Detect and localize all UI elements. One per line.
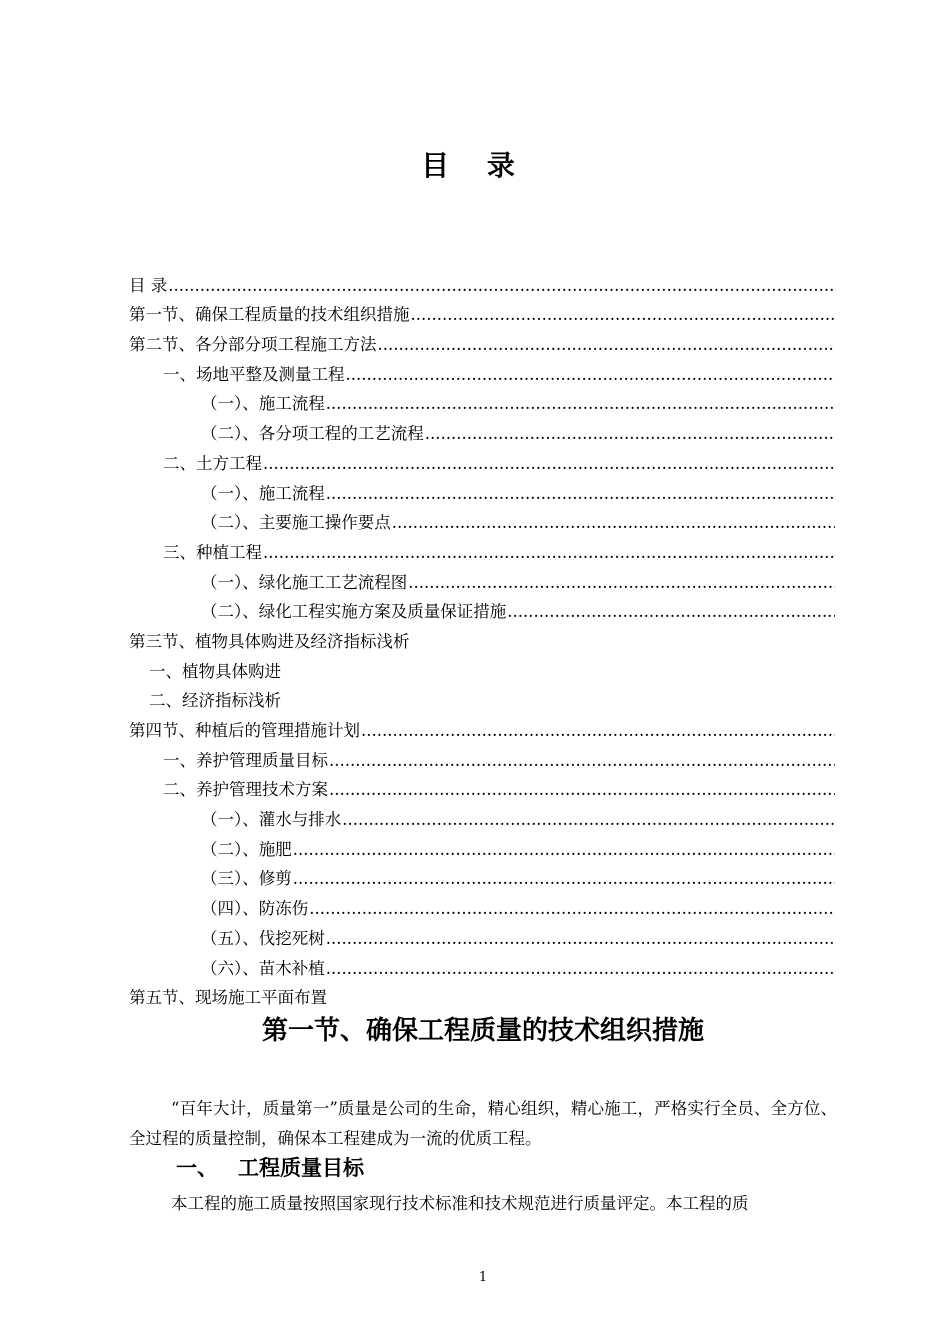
toc-entry-label: （五）、伐挖死树 [201,928,325,948]
toc-entry-label: （一）、灌水与排水 [201,810,342,830]
toc-entry-label: （二）、施肥 [201,839,292,859]
toc-entry-label: 第四节、种植后的管理措施计划 [129,721,360,740]
toc-entry-label: 第二节、各分部分项工程施工方法 [129,335,377,355]
toc-entry[interactable] [129,563,835,593]
toc-entry[interactable] [129,622,835,652]
toc-entry-label: （四）、防冻伤 [201,899,309,919]
toc-entry-label: （一）、施工流程 [201,394,325,414]
toc-entry[interactable] [129,444,835,474]
toc-entry-label: 二、土方工程 [163,453,262,473]
toc-leader-dots [342,810,835,830]
toc-entry[interactable] [129,385,835,415]
toc-leader-dots [326,394,835,414]
toc-entry-label: 第一节、确保工程质量的技术组织措施 [129,305,410,325]
body-paragraph: 本工程的施工质量按照国家现行技术标准和技术规范进行质量评定。本工程的质 [171,1194,749,1213]
toc-entry[interactable] [129,889,835,919]
toc-entry-label: 目 录 [129,275,168,295]
intro-paragraph: “百年大计，质量第一”质量是公司的生命，精心组织，精心施工，严格实行全员、全方位、全过程的质量控制，确保本工程建成为一流的优质工程。 [129,1099,837,1148]
toc-entry[interactable] [129,325,835,355]
toc-leader-dots [346,365,836,385]
toc-entry[interactable] [129,771,835,801]
toc-leader-dots [168,276,835,296]
toc-entry-label: （二）、绿化工程实施方案及质量保证措施 [201,602,507,622]
toc-entry-label: （六）、苗木补植 [201,958,325,978]
toc-entry-label: （一）、施工流程 [201,483,325,503]
toc-entry[interactable] [129,741,835,771]
toc-entry-label: （一）、绿化施工工艺流程图 [201,572,408,592]
toc-entry[interactable] [129,979,835,1009]
toc-entry[interactable] [129,682,835,712]
page-number: 1 [478,1270,488,1285]
toc-leader-dots [309,899,835,919]
toc-entry[interactable] [129,355,835,385]
toc-entry[interactable] [129,474,835,504]
sub-heading-text: 工程质量目标 [238,1155,364,1180]
toc-entry[interactable] [129,860,835,890]
toc-leader-dots [326,484,835,504]
toc-entry[interactable] [129,593,835,623]
toc-entry-label: （二）、主要施工操作要点 [201,513,391,533]
toc-leader-dots [378,335,836,355]
section-title: 第一节、确保工程质量的技术组织措施 [261,1016,704,1046]
toc-entry[interactable] [129,533,835,563]
toc-entry-label: 一、养护管理质量目标 [163,750,328,770]
toc-entry-label: 二、经济指标浅析 [149,691,281,711]
toc-entry[interactable] [129,711,835,741]
toc-entry-label: （三）、修剪 [201,869,292,889]
toc-leader-dots [411,305,836,325]
toc-entry[interactable] [129,919,835,949]
toc-entry-label: 第五节、现场施工平面布置 [129,988,327,1008]
toc-leader-dots [293,869,835,889]
toc-entry[interactable] [129,800,835,830]
toc-entry-label: 三、种植工程 [163,542,262,562]
toc-leader-dots [326,929,835,949]
toc-entry-label: 一、植物具体购进 [149,661,281,681]
toc-entry-label: 二、养护管理技术方案 [163,780,328,800]
toc-leader-dots [408,573,835,593]
table-of-contents [129,266,835,1008]
toc-entry[interactable] [129,504,835,534]
toc-entry[interactable] [129,949,835,979]
toc-leader-dots [329,780,835,800]
toc-entry[interactable] [129,830,835,860]
sub-heading [176,1152,364,1182]
toc-leader-dots [392,513,835,533]
toc-entry[interactable] [129,266,835,296]
toc-leader-dots [507,602,835,622]
sub-heading-number: 一、 [176,1155,218,1180]
toc-entry-label: （二）、各分项工程的工艺流程 [201,424,424,444]
toc-entry[interactable] [129,414,835,444]
toc-leader-dots [263,543,835,563]
toc-leader-dots [329,751,835,771]
toc-entry-label: 一、场地平整及测量工程 [163,364,345,384]
toc-leader-dots [361,721,835,741]
toc-entry[interactable] [129,296,835,326]
toc-leader-dots [263,454,835,474]
toc-leader-dots [425,424,835,444]
toc-entry-label: 第三节、植物具体购进及经济指标浅析 [129,631,410,651]
toc-heading: 目 录 [421,149,529,182]
toc-leader-dots [293,840,835,860]
toc-leader-dots [326,959,835,979]
toc-entry[interactable] [129,652,835,682]
